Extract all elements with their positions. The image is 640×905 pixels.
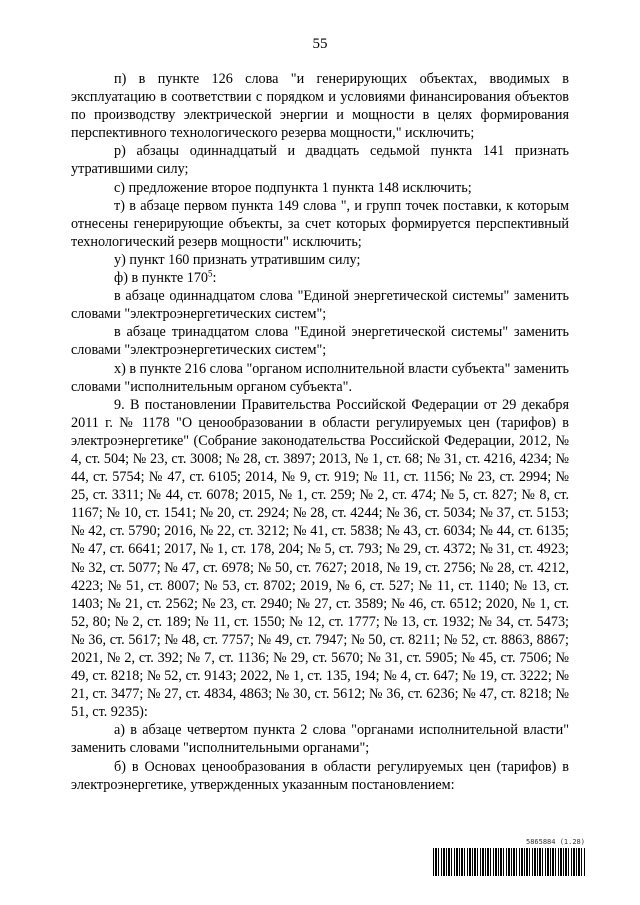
paragraph-p: п) в пункте 126 слова "и генерирующих объектах, вводимых в эксплуатацию в соответствии с порядком и условиями финансирования объектов по производству электрической энергии и мощности в целях формирования перспективного технологического резерва мощности," исключить; [71,71,569,142]
paragraph-kh: х) в пункте 216 слова "органом исполнительной власти субъекта" заменить словами "исполнительным органом субъекта". [71,360,569,395]
paragraph-f-text: ф) в пункте 170 [114,270,209,287]
barcode-bars [433,848,585,876]
paragraph-9b: б) в Основах ценообразования в области регулируемых цен (тарифов) в электроэнергетике, утвержденных указанным постановлением: [71,758,569,793]
paragraph-9: 9. В постановлении Правительства Российской Федерации от 29 декабря 2011 г. № 1178 "О ценообразовании в области регулируемых цен (тарифов) в электроэнергетике" (Собрание законодательства Российской Федерации, 2012, № 4, ст. 504; № 23, ст. 3008; № 28, ст. 3897; 2013, № 1, ст. 68; № 31, ст. 4216, 4234; № 44, ст. 5754; № 47, ст. 6105; 2014, № 9, ст. 919; № 11, ст. 1156; № 23, ст. 2994; № 25, ст. 3311; № 44, ст. 6078; 2015, № 1, ст. 259; № 2, ст. 474; № 5, ст. 827; № 8, ст. 1167; № 10, ст. 1541; № 20, ст. 2924; № 28, ст. 4244; № 36, ст. 5034; № 37, ст. 5153; № 42, ст. 5790; 2016, № 22, ст. 3212; № 41, ст. 5838; № 43, ст. 6034; № 44, ст. 6135; № 47, ст. 6641; 2017, № 1, ст. 178, 204; № 5, ст. 793; № 29, ст. 4372; № 31, ст. 4923; № 32, ст. 5077; № 47, ст. 6978; № 50, ст. 7627; 2018, № 19, ст. 2756; № 28, ст. 4212, 4223; № 51, ст. 8007; № 53, ст. 8702; 2019, № 6, ст. 527; № 11, ст. 1140; № 13, ст. 1403; № 21, ст. 2562; № 23, ст. 2940; № 27, ст. 3589; № 46, ст. 6512; 2020, № 1, ст. 52, 80; № 2, ст. 189; № 11, ст. 1550; № 12, ст. 1777; № 13, ст. 1932; № 34, ст. 5473; № 36, ст. 5617; № 48, ст. 7757; № 49, ст. 7947; № 50, ст. 8211; № 52, ст. 8863, 8867; 2021, № 2, ст. 392; № 7, ст. 1136; № 29, ст. 5670; № 31, ст. 5905; № 45, ст. 7506; № 49, ст. 8218; № 52, ст. 9143; 2022, № 1, ст. 135, 194; № 4, ст. 647; № 19, ст. 3222; № 21, ст. 3477; № 27, ст. 4834, 4863; № 30, ст. 5612; № 36, ст. 6236; № 47, ст. 8218; № 51, ст. 9235): [71,396,569,721]
paragraph-t: т) в абзаце первом пункта 149 слова ", и групп точек поставки, к которым отнесены генерирующие объекты, за счет которых формируется перспективный технологический резерв мощности" исключить; [71,197,569,250]
paragraph-u: у) пункт 160 признать утратившим силу; [114,251,361,268]
paragraph-f-1: в абзаце одиннадцатом слова "Единой энергетической системы" заменить словами "электроэнергетических систем"; [71,288,569,323]
paragraph-s: с) предложение второе подпункта 1 пункта 148 исключить; [114,179,472,196]
paragraph-f [71,269,569,287]
paragraph-r: р) абзацы одиннадцатый и двадцать седьмой пункта 141 признать утратившими силу; [71,143,569,178]
page-number: 55 [312,36,328,52]
document-body [71,70,569,794]
barcode [433,838,585,878]
paragraph-f-colon: : [212,270,217,287]
paragraph-9a: а) в абзаце четвертом пункта 2 слова "органами исполнительной власти" заменить словами "исполнительными органами"; [71,722,569,757]
paragraph-f-2: в абзаце тринадцатом слова "Единой энергетической системы" заменить словами "электроэнергетических систем"; [71,324,569,359]
barcode-label: 5865884 (1.28) [525,838,585,846]
paragraph-f-superscript: 5 [208,268,213,279]
